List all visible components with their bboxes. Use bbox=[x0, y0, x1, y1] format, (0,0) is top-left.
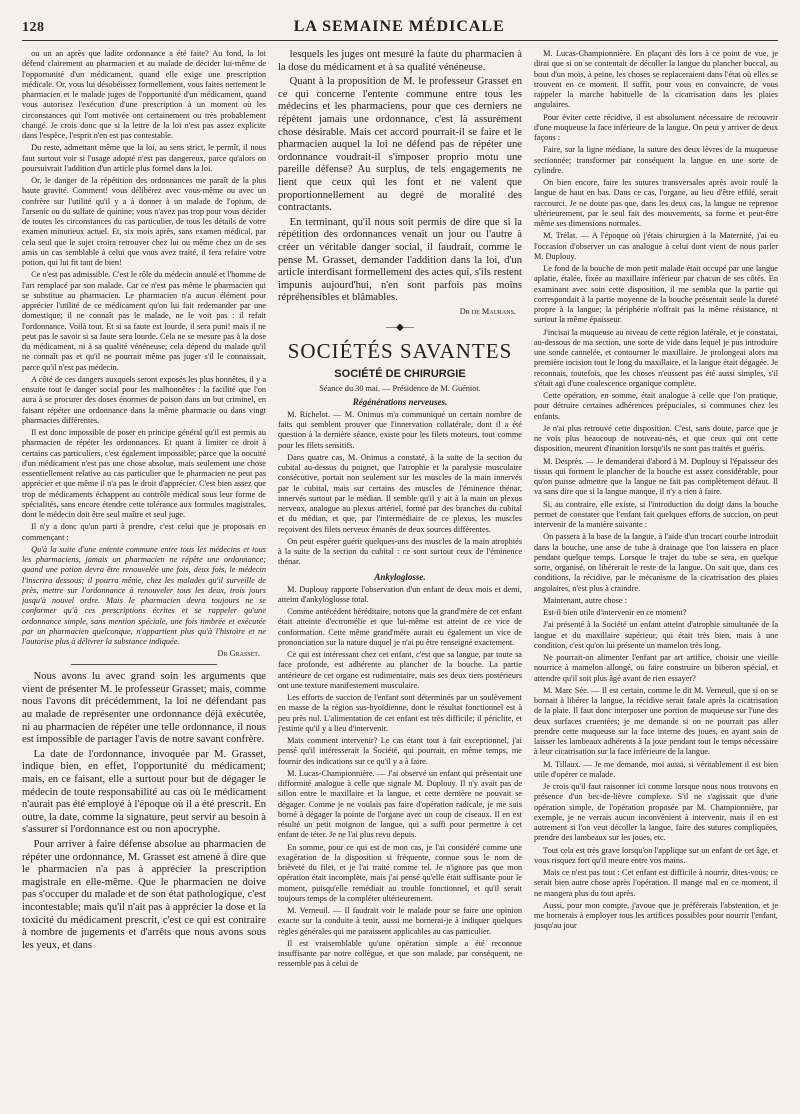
paragraph: Dans quatre cas, M. Onimus a constaté, à la suite de la section du cubital au-dessus du poignet, que l'atrophie et la paralysie musculaire consécutive, portait non seulement sur les muscles de la main innervés par le cubital, mais sur certains des muscles de l'éminence thénar, innervés surtout par le médian. Il semble qu'il y ait à la main un plexus nerveux, analogue au plexus artériel, formé par des branches du cubital et du médian, et que, par l'intermédiaire de ce plexus, les muscles reçoivent des filets nerveux émanés de deux sources différentes. bbox=[278, 452, 522, 534]
signature-grasset: Dr Grasset. bbox=[217, 649, 260, 659]
paragraph: Est-il bien utile d'intervenir en ce moment? bbox=[543, 608, 687, 617]
section-ornament: —◆— bbox=[386, 321, 414, 333]
column-2 bbox=[278, 49, 522, 1104]
paragraph: On peut espérer guérir quelques-uns des muscles de la main atrophiés à la suite de la section du cubital : ce sont surtout ceux de l'éminence thénar. bbox=[278, 536, 522, 567]
paragraph: M. Tillaux. — Je me demande, moi aussi, si véritablement il est bien utile d'opérer ce malade. bbox=[534, 759, 778, 779]
paragraph: Nous avons lu avec grand soin les arguments que vient de présenter M. le professeur Grasset; mais, comme nous l'avons dit précédemment, la loi ne défendant pas au malade de représenter une ordonnance déjà exécutée, ni au pharmacien de répéter une telle ordonnance, il nous est impossible de partager l'avis de notre savant confrère. bbox=[22, 671, 266, 746]
paragraph: M. Lucas-Championnière. — J'ai observé un enfant qui présentait une difformité analogue à celle que signale M. Duplouy. Il n'y avait pas de sillon entre le maxillaire et la langue, et cette dernière ne pouvait se dégager. Comme je ne voulais pas faire d'opération radicale, je me suis borné à dégager la pointe de l'organe avec un coup de ciseaux. Il en est résulté un petit moignon de langue, qui a suffi pour permettre à cet enfant de téter. Je ne l'ai plus revu depuis. bbox=[278, 768, 522, 840]
paragraph: Tout cela est très grave lorsqu'on l'applique sur un enfant de cet âge, et vous risquez fort qu'il meure entre vos mains. bbox=[534, 845, 778, 865]
article-columns bbox=[22, 49, 778, 1104]
paragraph: Quant à la proposition de M. le professeur Grasset en ce qui concerne l'entente commune entre tous les médecins et les pharmaciens, pour que ces derniers ne répètent jamais une ordonnance, c'est là assurément chose désirable. Mais cet accord pourrait-il se faire et le pharmacien auquel la loi ne défend pas de répéter une ordonnance voudrait-il s'imposer proprio motu une pareille défense? Au surplus, de tels engagements ne lient que ceux qui les font et ne valent que proportionnellement au degré de moralité des contractants. bbox=[278, 76, 522, 214]
page-number: 128 bbox=[22, 20, 45, 35]
paragraph: Ce qui est intéressant chez cet enfant, c'est que sa langue, par toute sa face profonde, est adhérente au plancher de la bouche. La partie antérieure de cet organe est rudimentaire, mais ses deux tiers postérieurs ont une texture manifestement musculaire. bbox=[278, 650, 522, 690]
topic-heading: Régénérations nerveuses. bbox=[352, 396, 448, 407]
paragraph: Il n'y a donc qu'un parti à prendre, c'est celui que je proposais en commençant : bbox=[22, 522, 266, 542]
paragraph: Ce n'est pas admissible. C'est le rôle du médecin annulé et l'homme de l'art remplacé par son malade. Car ce n'est pas même le pharmacien qui se substitue au pharmacien. Le pharmacien n'a aucun élément pour apprécier l'utilité de ce médicament qu'on lui fait redemander par une domestique; il ne connaît pas le malade, ne le voit pas : il refait l'ordonnance. Voilà tout. Et si sa faute est lourde, il sera puni! mais il ne peut pas le savoir si sa faute sera lourde. Cela ne se mesure pas à la dose du médicament, ni à sa qualité vénéneuse; cela dépend du malade qu'il ne connaît pas et qu'il ne pourrait même pas juger s'il le connaissait, parce qu'il n'est pas médecin. bbox=[22, 270, 266, 372]
paragraph: M. Desprès. — Je demanderai d'abord à M. Duplouy si l'épaisseur des tissus qui forment le plancher de la bouche est assez considérable, pour qu'on puisse admettre que la langue ne fait pas complètement défaut. Il va sans dire que si la langue manque, il n'y a rien à faire. bbox=[534, 456, 778, 497]
paragraph: J'ai présenté à la Société un enfant atteint d'atrophie simultanée de la langue et du maxillaire supérieur, qui était très bien, mais à une condition, c'est qu'on lui présente un mamelon très long. bbox=[534, 620, 778, 650]
divider bbox=[71, 664, 217, 665]
running-header bbox=[22, 18, 778, 41]
paragraph: lesquels les juges ont mesuré la faute du pharmacien à la dose du médicament et à sa qualité vénéneuse. bbox=[278, 49, 522, 73]
session-line: Séance du 30 mai. — Présidence de M. Guéniot. bbox=[319, 383, 481, 393]
paragraph: M. Marc Sée. — Il est certain, comme le dit M. Verneuil, que si on se bornait à libérer la langue, la récidive serait fatale après la cicatrisation de la plaie. Il faut donc interposer une portion de muqueuse sur l'une des deux surfaces cruentées; je me demande si on ne pourrait pas aller prendre cette muqueuse sur la face interne des joues, en ayant soin de laisser les lambeaux adhérents à la joue pendant tout le temps nécessaire à leur cicatrisation sur la face inférieure de la langue. bbox=[534, 685, 778, 757]
society-title: SOCIÉTÉ DE CHIRURGIE bbox=[334, 367, 466, 380]
column-1 bbox=[22, 49, 266, 1104]
paragraph: On bien encore, faire les sutures transversales après avoir roulé la langue de haut en bas. Dans ce cas, l'organe, au lieu d'être effilé, serait raccourci. Je ne doute pas que, dans les deux cas, la langue ne reprenne ultérieurement, par le seul fait des mouvements, sa forme et peut-être même ses dimensions normales. bbox=[534, 178, 778, 228]
paragraph: Qu'à la suite d'une entente commune entre tous les médecins et tous les pharmaciens, jamais un pharmacien ne répète une ordonnance; quand une potion devra être renouvelée une fois, deux fois, le médecin l'inscrira dessous; il pourra même, chez les malades qu'il surveille de près, mettre sur l'ordonnance à renouveler tous les deux, trois jours jusqu'à nouvel ordre. Mais le pharmacien devra toujours ne se conformer qu'à ces prescriptions écrites et se rappeler qu'une ordonnance simple, sans mention spéciale, une fois timbrée et exécutée par un pharmacien quelconque, n'appartient plus qu'à l'histoire et ne l'autorise plus à délivrer la substance indiquée. bbox=[22, 544, 266, 646]
paragraph: M. Trélat. — A l'époque où j'étais chirurgien à la Maternité, j'ai eu l'occasion d'observer un cas analogue à celui dont vient de nous parler M. Duplouy. bbox=[534, 231, 778, 261]
paragraph: Ne pourrait-on alimenter l'enfant par art artifice, choisir une vieille nourrice à mamelon allongé, ou faire construire un biberon spécial, et attendre qu'il soit plus âgé avant de rien essayer? bbox=[534, 653, 778, 683]
paragraph: Du reste, admettant même que la loi, au sens strict, le permît, il nous faut surtout voir si l'usage adopté n'est pas dangereux, parce qu'alors on poursuivrait l'addition d'un article plus formel dans la loi. bbox=[22, 143, 266, 173]
paragraph: M. Richelot. — M. Onimus m'a communiqué un certain nombre de faits qui semblent prouver que l'innervation collatérale, dont il a été question à la dernière séance, existe pour les filets moteurs, tout comme pour les filets sensitifs. bbox=[278, 409, 522, 450]
paragraph: Maintenant, autre chose : bbox=[543, 595, 627, 605]
section-title: SOCIÉTÉS SAVANTES bbox=[287, 338, 513, 363]
paragraph: La date de l'ordonnance, invoquée par M. Grasset, indique bien, en effet, l'opportunité du médicament; mais, en ce faisant, elle a surtout pour but de dégager le médecin de toute responsabilité au cas où le médicament n'aurait pas été employé à l'époque où il a été prescrit. En outre, la date, comme la signature, peut servir au besoin à s'assurer si l'ordonnance est ou non apocryphe. bbox=[22, 748, 266, 836]
topic-heading: Ankyloglosse. bbox=[374, 571, 426, 582]
paragraph: Cette opération, en somme, était analogue à celle que l'on pratique, pour détruire certaines adhérences prépuciales, si communes chez les enfants. bbox=[534, 391, 778, 421]
paragraph: Je crois qu'il faut raisonner ici comme lorsque nous nous trouvons en présence d'un bec-de-lièvre complexe. S'il ne s'agissait que d'une opération simple, de l'opération proposée par M. Championnière, par exemple, je ne verrais aucun inconvénient à intervenir, mais il en est autrement si l'on veut décoller la langue, faire des sutures compliquées, prendre des lambeaux sur les joues, etc. bbox=[534, 782, 778, 843]
paragraph: Aussi, pour mon compte, j'avoue que je préférerais l'abstention, et je me bornerais à employer tous les artifices possibles pour nourrir l'enfant, jusqu'au jour bbox=[534, 900, 778, 931]
paragraph: Comme antécédent héréditaire, notons que la grand'mère de cet enfant était atteinte d'ectromélie et que lui-même est atteint de ce vice de conformation. Cette même grand'mère aurait eu également un vice de prononciation sur la nature duquel je n'ai pu être renseigné exactement. bbox=[278, 607, 522, 647]
paragraph: Il est donc impossible de poser en principe général qu'il est permis au pharmacien de répéter les ordonnances. Et quant à limiter ce droit à certains cas particuliers, c'est également impossible; parce que la nocuité d'un médicament n'est pas une chose absolue, mais seulement une chose essentiellement relative au cas particulier que le pharmacien ne peut pas apprécier et que même il n'a pas le droit d'apprécier. C'est bien assez que trop de médicaments échappent au contrôle médical sous leur forme de spécialités, sans encore étendre cette tolérance aux formules magistrales, dont le médecin doit être seul maître et seul juge. bbox=[22, 428, 266, 519]
paragraph: Il est vraisemblable qu'une opération simple a été reconnue insuffisante par notre collègue, et que son malade, par conséquent, ne ressemble pas à celui de bbox=[278, 938, 522, 969]
paragraph: J'incisai la muqueuse au niveau de cette région latérale, et je constatai, au-dessous de ma section, une sorte de vide dans lequel je pus introduire une sonde cannelée, et contourner le maxillaire. Je prolongeai alors ma première incision tout le long du maxillaire, et la langue était dégagée. Je reconnais, toutefois, que les choses n'eussent pas été aussi simples, s'il s'était agi d'une coalescence organique complète. bbox=[534, 327, 778, 388]
paragraph: M. Verneuil. — Il faudrait voir le malade pour se faire une opinion exacte sur la conduite à tenir, aussi me bornerai-je à indiquer quelques règles générales qui me paraissent applicables au cas particulier. bbox=[278, 906, 522, 936]
paragraph: Si, au contraire, elle existe, si l'introduction du doigt dans la bouche permet de constater que l'enfant fait quelques efforts de succion, on peut intervenir de la manière suivante : bbox=[534, 499, 778, 529]
paragraph: Mais comment intervenir? Le cas étant tout à fait exceptionnel, j'ai pensé qu'il intéresserait la Société, qui pourrait, en même temps, me fournir des indications sur ce qu'il y a à faire. bbox=[278, 736, 522, 766]
paragraph: Pour arriver à faire défense absolue au pharmacien de répéter une ordonnance, M. Grasset est amené à dire que le pharmacien n'a pas à apprécier la prescription magistrale en elle-même. Que le pharmacien ne doive pas s'occuper du malade et de son état pathologique, c'est incontestable; mais qu'il n'ait pas à apprécier la dose et la toxicité du médicament prescrit, c'est ce qui est contraire à nombre de jugements et d'arrêts que nous avons sous les yeux, et dans bbox=[22, 838, 266, 951]
journal-title: LA SEMAINE MÉDICALE bbox=[293, 18, 505, 35]
paragraph: ou un an après que ladite ordonnance a été faite? Au fond, la loi défend clairement au pharmacien et au malade de décider lui-même de l'opportunité d'un médicament, quand elle exige une prescription médicale. Or, vous lui désobéissez formellement, vous faites nettement le pharmacien et le malade juges de l'opportunité d'un médicament, quand vous autorisez l'exécution d'une prescription à un moment où les circonstances qui l'ont motivée ont certainement ou très probablement changé. Je crois donc que si la lettre de la loi n'est pas assez explicite dans l'espèce, l'esprit n'en est pas contestable. bbox=[22, 49, 266, 140]
paragraph: Le fond de la bouche de mon petit malade était occupé par une langue aplatie, étalée, fixée au maxillaire inférieur par chacun de ses côtés. En examinant avec soin cette disposition, il me sembla que la partie qui correspondait à la partie moyenne de la bouche présentait seule la dureté propre à la langue; la périphérie n'offrait pas la même résistance, ni surtout la même épaisseur. bbox=[534, 264, 778, 325]
paragraph: En somme, pour ce qui est de mon cas, je l'ai considéré comme une exagération de la disposition si fréquente, connue sous le nom de brièveté du filet, et je l'ai traité comme tel. Je n'ignore pas que mon opération était incomplète, mais j'ai pensé qu'elle était suffisante pour le moment, puisqu'elle remédiait au trouble fonctionnel, et qu'il serait toujours temps de la compléter ultérieurement. bbox=[278, 842, 522, 903]
paragraph: M. Duplouy rapporte l'observation d'un enfant de deux mois et demi, atteint d'ankyloglosse total. bbox=[278, 584, 522, 604]
paragraph: Je n'ai plus retrouvé cette disposition. C'est, sans doute, parce que je ne vois plus beaucoup de nouveau-nés, et que ceux qui ont cette disposition, meurent d'inanition lorsqu'ils ne sont pas traités et guéris. bbox=[534, 423, 778, 454]
paragraph: En terminant, qu'il nous soit permis de dire que si la répétition des ordonnances venait un jour ou l'autre à créer un véritable danger social, il faudrait, comme le pense M. Grasset, demander l'addition dans la loi, d'un article interdisant formellement des actes qui, s'ils restent impunis aujourd'hui, n'en sont parfois pas moins répréhensibles et blâmables. bbox=[278, 216, 522, 304]
paragraph: Les efforts de succion de l'enfant sont déterminés par un soulèvement en masse de la région sus-hyoïdienne, dont le résultat fonctionnel est à peu près nul. L'alimentation de cet enfant est très difficile; il périclite, et j'estime qu'il y a lieu d'intervenir. bbox=[278, 693, 522, 733]
paragraph: On passera à la base de la langue, à l'aide d'un trocart courbe introduit dans la bouche, une anse de tube à drainage que l'on laissera en place pendant quelque temps. Lorsque le trajet du tube se sera, en quelque sorte, organisé, on libérerait le reste de la langue. On sait que, dans ces conditions, la récidive, par le mécanisme de la cicatrisation des plaies angulaires, n'est plus à craindre. bbox=[534, 532, 778, 593]
paragraph: Pour éviter cette récidive, il est absolument nécessaire de recouvrir d'une muqueuse la face inférieure de la langue. On peut y arriver de deux façons : bbox=[534, 112, 778, 142]
column-3 bbox=[534, 49, 778, 1104]
paragraph: M. Lucas-Championnière. En plaçant dès lors à ce point de vue, je dirai que si on se contentait de décoller la langue du plancher buccal, au bout d'un mois, à peine, les choses se replaceraient dans l'état où elles se trouvent en ce moment. Il suffit, pour vous en convaincre, de vous rappeler la marche habituelle de la cicatrisation dans les plaies angulaires. bbox=[534, 49, 778, 110]
signature-maurans: Dr de Maurans. bbox=[459, 306, 516, 316]
paragraph: Or, le danger de la répétition des ordonnances me paraît de la plus haute gravité. Comment! vous délibérez avec vous-même ou avec un confrère sur l'utilité qu'il y a à donner à un malade de l'opium, de l'arsenic ou du sulfate de quinine; vous n'avez pas trop pour vous décider de toutes les circonstances du cas particulier, de tous les détails de votre examen minutieux actuel. Et, six mois après, sans examen médical, par cela seul que le sujet croira retrouver chez lui ou même chez un de ses amis un cas semblable à celui que vous avez traité, il fera refaire votre potion, qui lui fit tant de bien! bbox=[22, 176, 266, 267]
paragraph: Faire, sur la ligne médiane, la suture des deux lèvres de la muqueuse sectionnée; transformer par conséquent la langue en une sorte de cylindre. bbox=[534, 145, 778, 175]
paragraph: A côté de ces dangers auxquels seront exposés les plus honnêtes, il y a ensuite tout le danger social pour les malhonnêtes : la facilité que l'on aura à se procurer des doses énormes de poison dans un but criminel, en faisant répéter une ordonnance dans la même pharmacie ou dans vingt pharmacies différentes. bbox=[22, 374, 266, 425]
paragraph: Mais ce n'est pas tout : Cet enfant est difficile à nourrir, dites-vous; ce serait bien autre chose après l'opération. Il mange mal en ce moment, il ne mangera plus du tout après. bbox=[534, 868, 778, 898]
